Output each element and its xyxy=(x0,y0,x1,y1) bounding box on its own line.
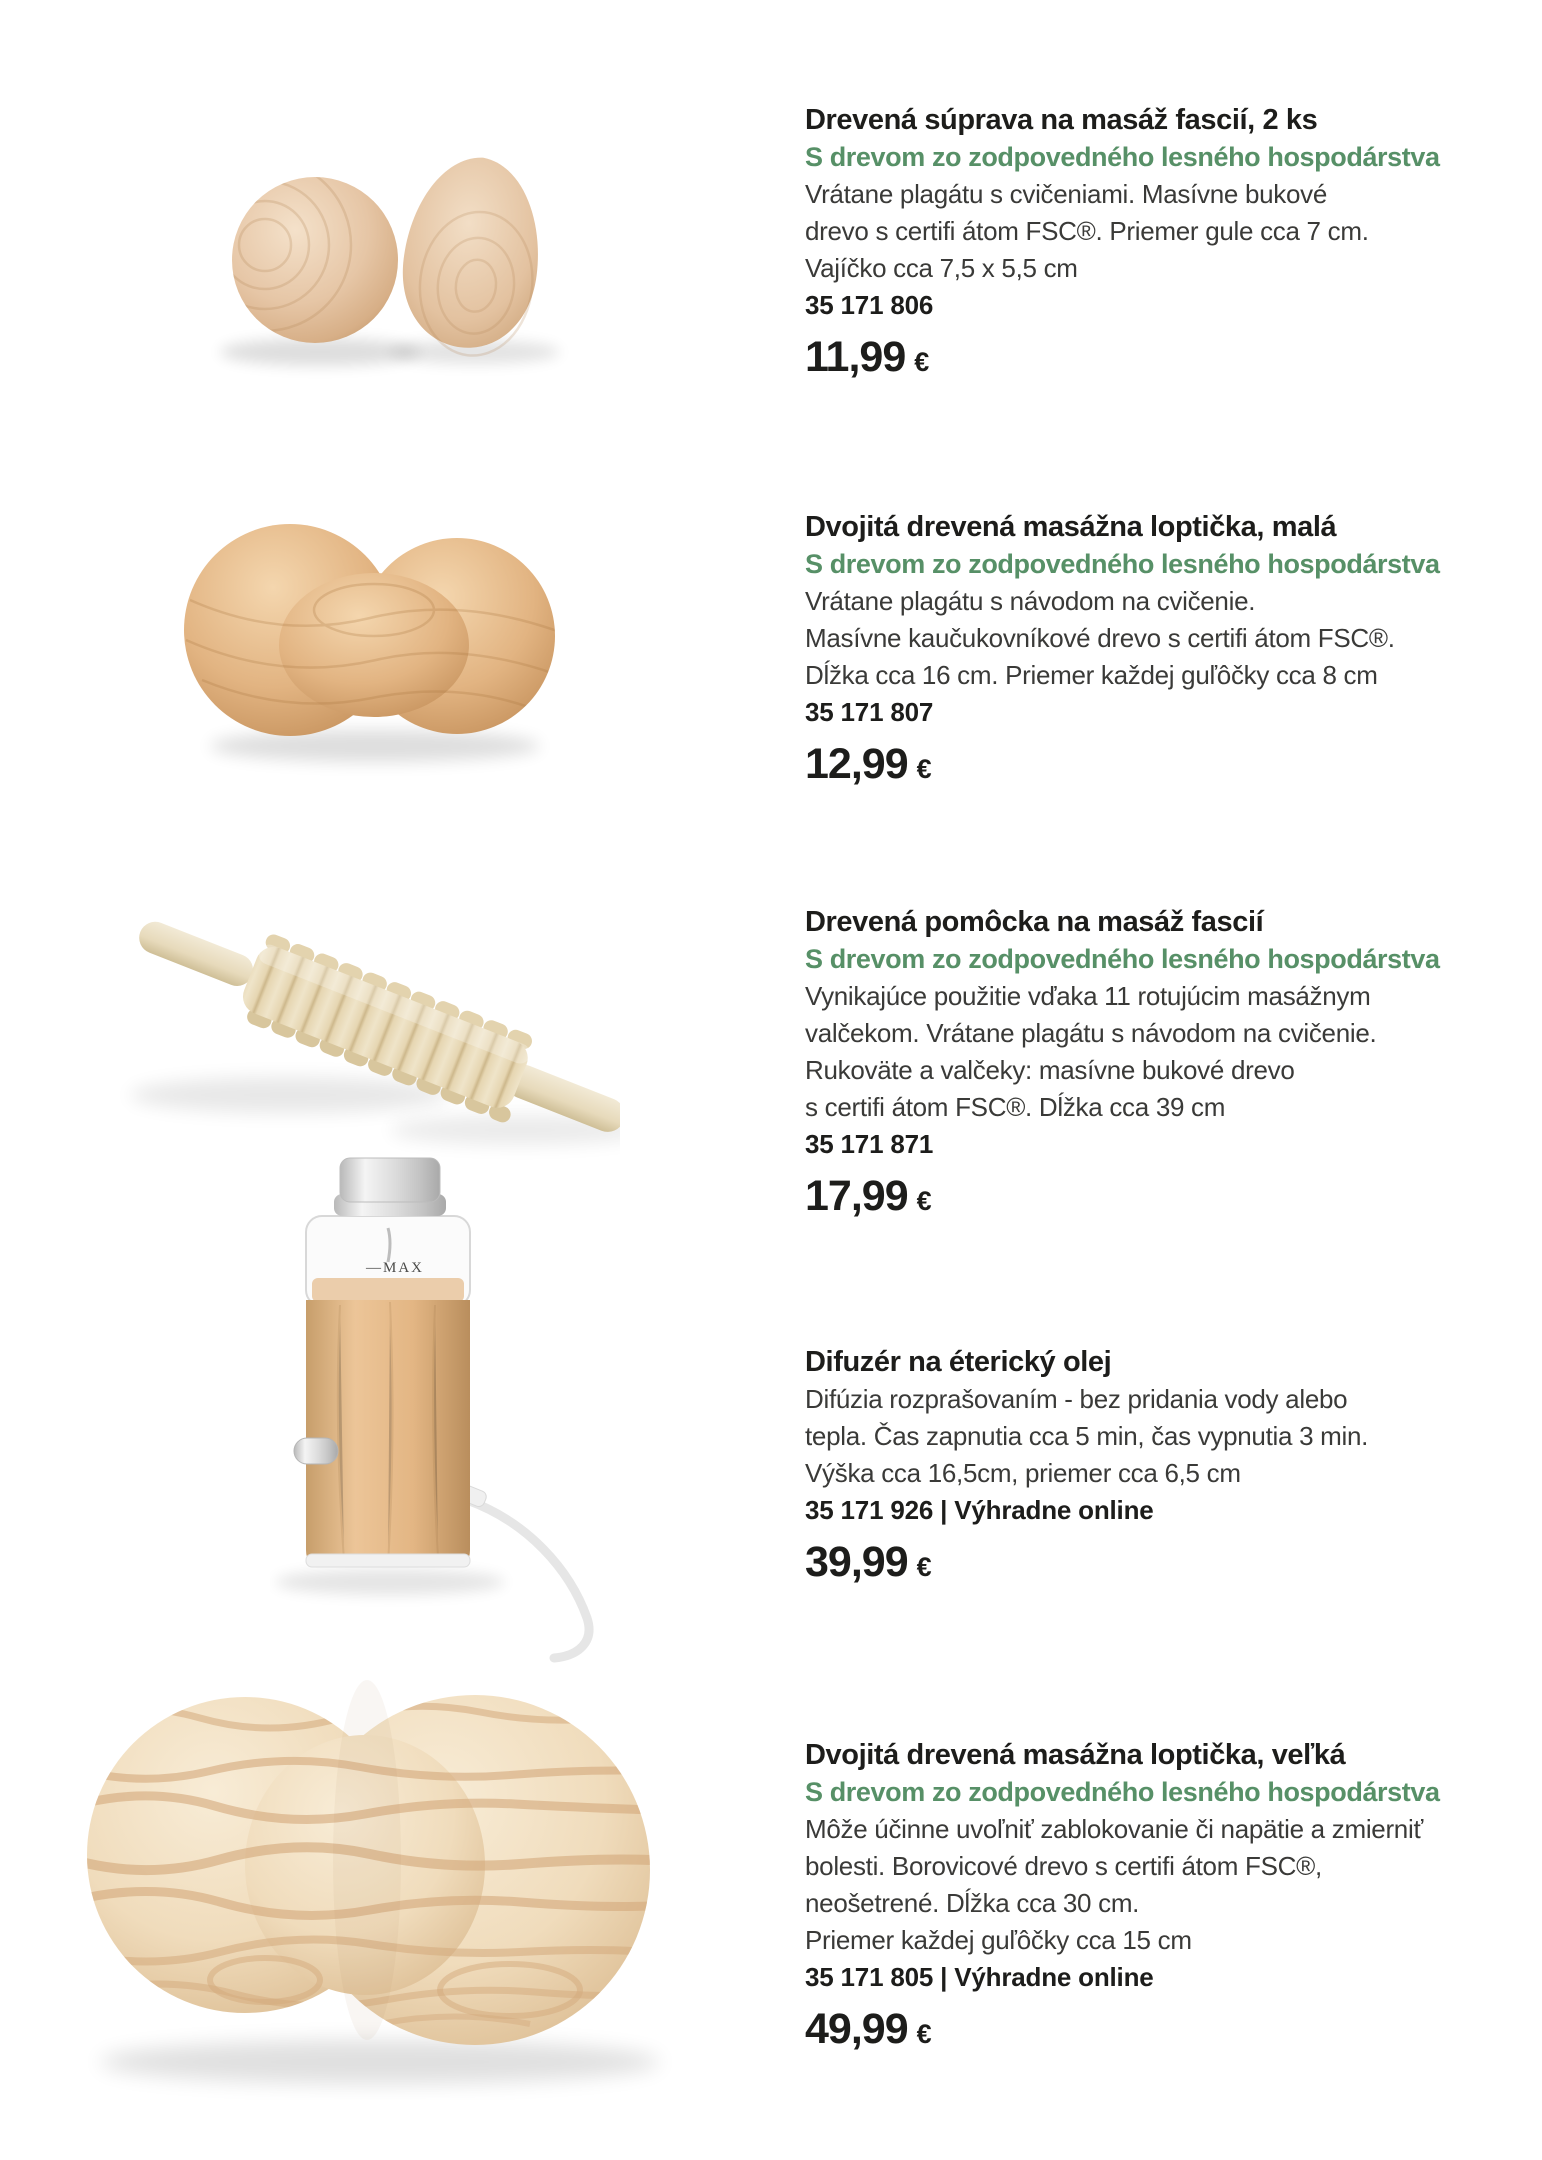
product-description-line: drevo s certifi átom FSC®. Priemer gule cca 7 cm. xyxy=(805,216,1369,246)
article-number: 35 171 807 xyxy=(805,697,934,727)
product-title: Drevená pomôcka na masáž fascií xyxy=(805,906,1264,938)
price-value: 11,99 xyxy=(805,333,906,381)
eco-claim: S drevom zo zodpovedného lesného hospodárstva xyxy=(805,142,1440,172)
product-image-massage-roller xyxy=(80,860,620,1170)
double-ball-large xyxy=(80,1680,655,2045)
product-title: Difuzér na éterický olej xyxy=(805,1346,1112,1378)
article-number: 35 171 806 xyxy=(805,290,934,320)
product-description-line: tepla. Čas zapnutia cca 5 min, čas vypnutia 3 min. xyxy=(805,1421,1369,1451)
product-description-line: Vajíčko cca 7,5 x 5,5 cm xyxy=(805,253,1078,283)
product-description-line: neošetrené. Dĺžka cca 30 cm. xyxy=(805,1888,1140,1918)
product-description-line: Priemer každej guľôčky cca 15 cm xyxy=(805,1925,1192,1955)
peanut-shadow xyxy=(210,730,540,762)
price xyxy=(805,333,1505,382)
price xyxy=(805,2005,1505,2054)
euro-sign: € xyxy=(916,2019,932,2049)
product-description-line: Vynikajúce použitie vďaka 11 rotujúcim masážnym xyxy=(805,981,1371,1011)
product-image-double-ball-large xyxy=(80,1660,700,2100)
waist-shading xyxy=(333,1680,401,2040)
eco-claim: S drevom zo zodpovedného lesného hospodárstva xyxy=(805,1777,1440,1807)
product-description-line: bolesti. Borovicové drevo s certifi átom FSC®, xyxy=(805,1851,1322,1881)
product-card-1 xyxy=(805,102,1505,382)
product-description-line: Vrátane plagátu s cvičeniami. Masívne bukové xyxy=(805,179,1328,209)
eco-claim: S drevom zo zodpovedného lesného hospodárstva xyxy=(805,549,1440,579)
product-description-line: s certifi átom FSC®. Dĺžka cca 39 cm xyxy=(805,1092,1226,1122)
product-image-oil-diffuser xyxy=(270,1150,650,1680)
euro-sign: € xyxy=(916,754,932,784)
product-description-line: Difúzia rozprašovaním - bez pridania vody alebo xyxy=(805,1384,1348,1414)
price xyxy=(805,1172,1505,1221)
article-number: 35 171 926 | Výhradne online xyxy=(805,1495,1154,1525)
euro-sign: € xyxy=(916,1552,932,1582)
price-value: 49,99 xyxy=(805,2005,908,2053)
side-knob xyxy=(294,1438,338,1464)
roller-left-handle xyxy=(134,917,257,991)
large-ball-shadow xyxy=(100,2040,660,2084)
article-number: 35 171 871 xyxy=(805,1129,934,1159)
price-value: 39,99 xyxy=(805,1538,908,1586)
silver-cap xyxy=(340,1158,440,1202)
product-description-line: Rukoväte a valčeky: masívne bukové drevo xyxy=(805,1055,1295,1085)
product-card-4 xyxy=(805,1344,1505,1587)
max-marking: —MAX xyxy=(366,1260,425,1276)
euro-sign: € xyxy=(914,347,930,377)
product-description-line: valčekom. Vrátane plagátu s návodom na cvičenie. xyxy=(805,1018,1377,1048)
product-description-line: Výška cca 16,5cm, priemer cca 6,5 cm xyxy=(805,1458,1241,1488)
product-description-line: Masívne kaučukovníkové drevo s certifi átom FSC®. xyxy=(805,623,1395,653)
price-value: 17,99 xyxy=(805,1172,908,1220)
product-description-line: Dĺžka cca 16 cm. Priemer každej guľôčky cca 8 cm xyxy=(805,660,1378,690)
article-number: 35 171 805 | Výhradne online xyxy=(805,1962,1154,1992)
double-ball-small xyxy=(184,524,561,736)
product-card-5 xyxy=(805,1737,1505,2054)
eco-claim: S drevom zo zodpovedného lesného hospodárstva xyxy=(805,944,1440,974)
product-card-2 xyxy=(805,509,1505,789)
price xyxy=(805,740,1505,789)
wooden-egg xyxy=(393,150,550,363)
price xyxy=(805,1538,1505,1587)
euro-sign: € xyxy=(916,1186,932,1216)
product-title: Dvojitá drevená masážna loptička, malá xyxy=(805,511,1337,543)
base-rim xyxy=(306,1554,470,1567)
product-image-wooden-ball-and-egg xyxy=(140,90,580,380)
product-card-3 xyxy=(805,904,1505,1221)
oil-level xyxy=(312,1278,464,1302)
product-title: Drevená súprava na masáž fascií, 2 ks xyxy=(805,104,1318,136)
product-title: Dvojitá drevená masážna loptička, veľká xyxy=(805,1739,1346,1771)
product-description-line: Vrátane plagátu s návodom na cvičenie. xyxy=(805,586,1256,616)
price-value: 12,99 xyxy=(805,740,908,788)
product-description-line: Môže účinne uvoľniť zablokovanie či napätie a zmierniť xyxy=(805,1814,1423,1844)
wooden-body xyxy=(306,1300,470,1566)
product-image-double-ball-small xyxy=(150,480,590,780)
diffuser-shadow xyxy=(275,1569,505,1595)
